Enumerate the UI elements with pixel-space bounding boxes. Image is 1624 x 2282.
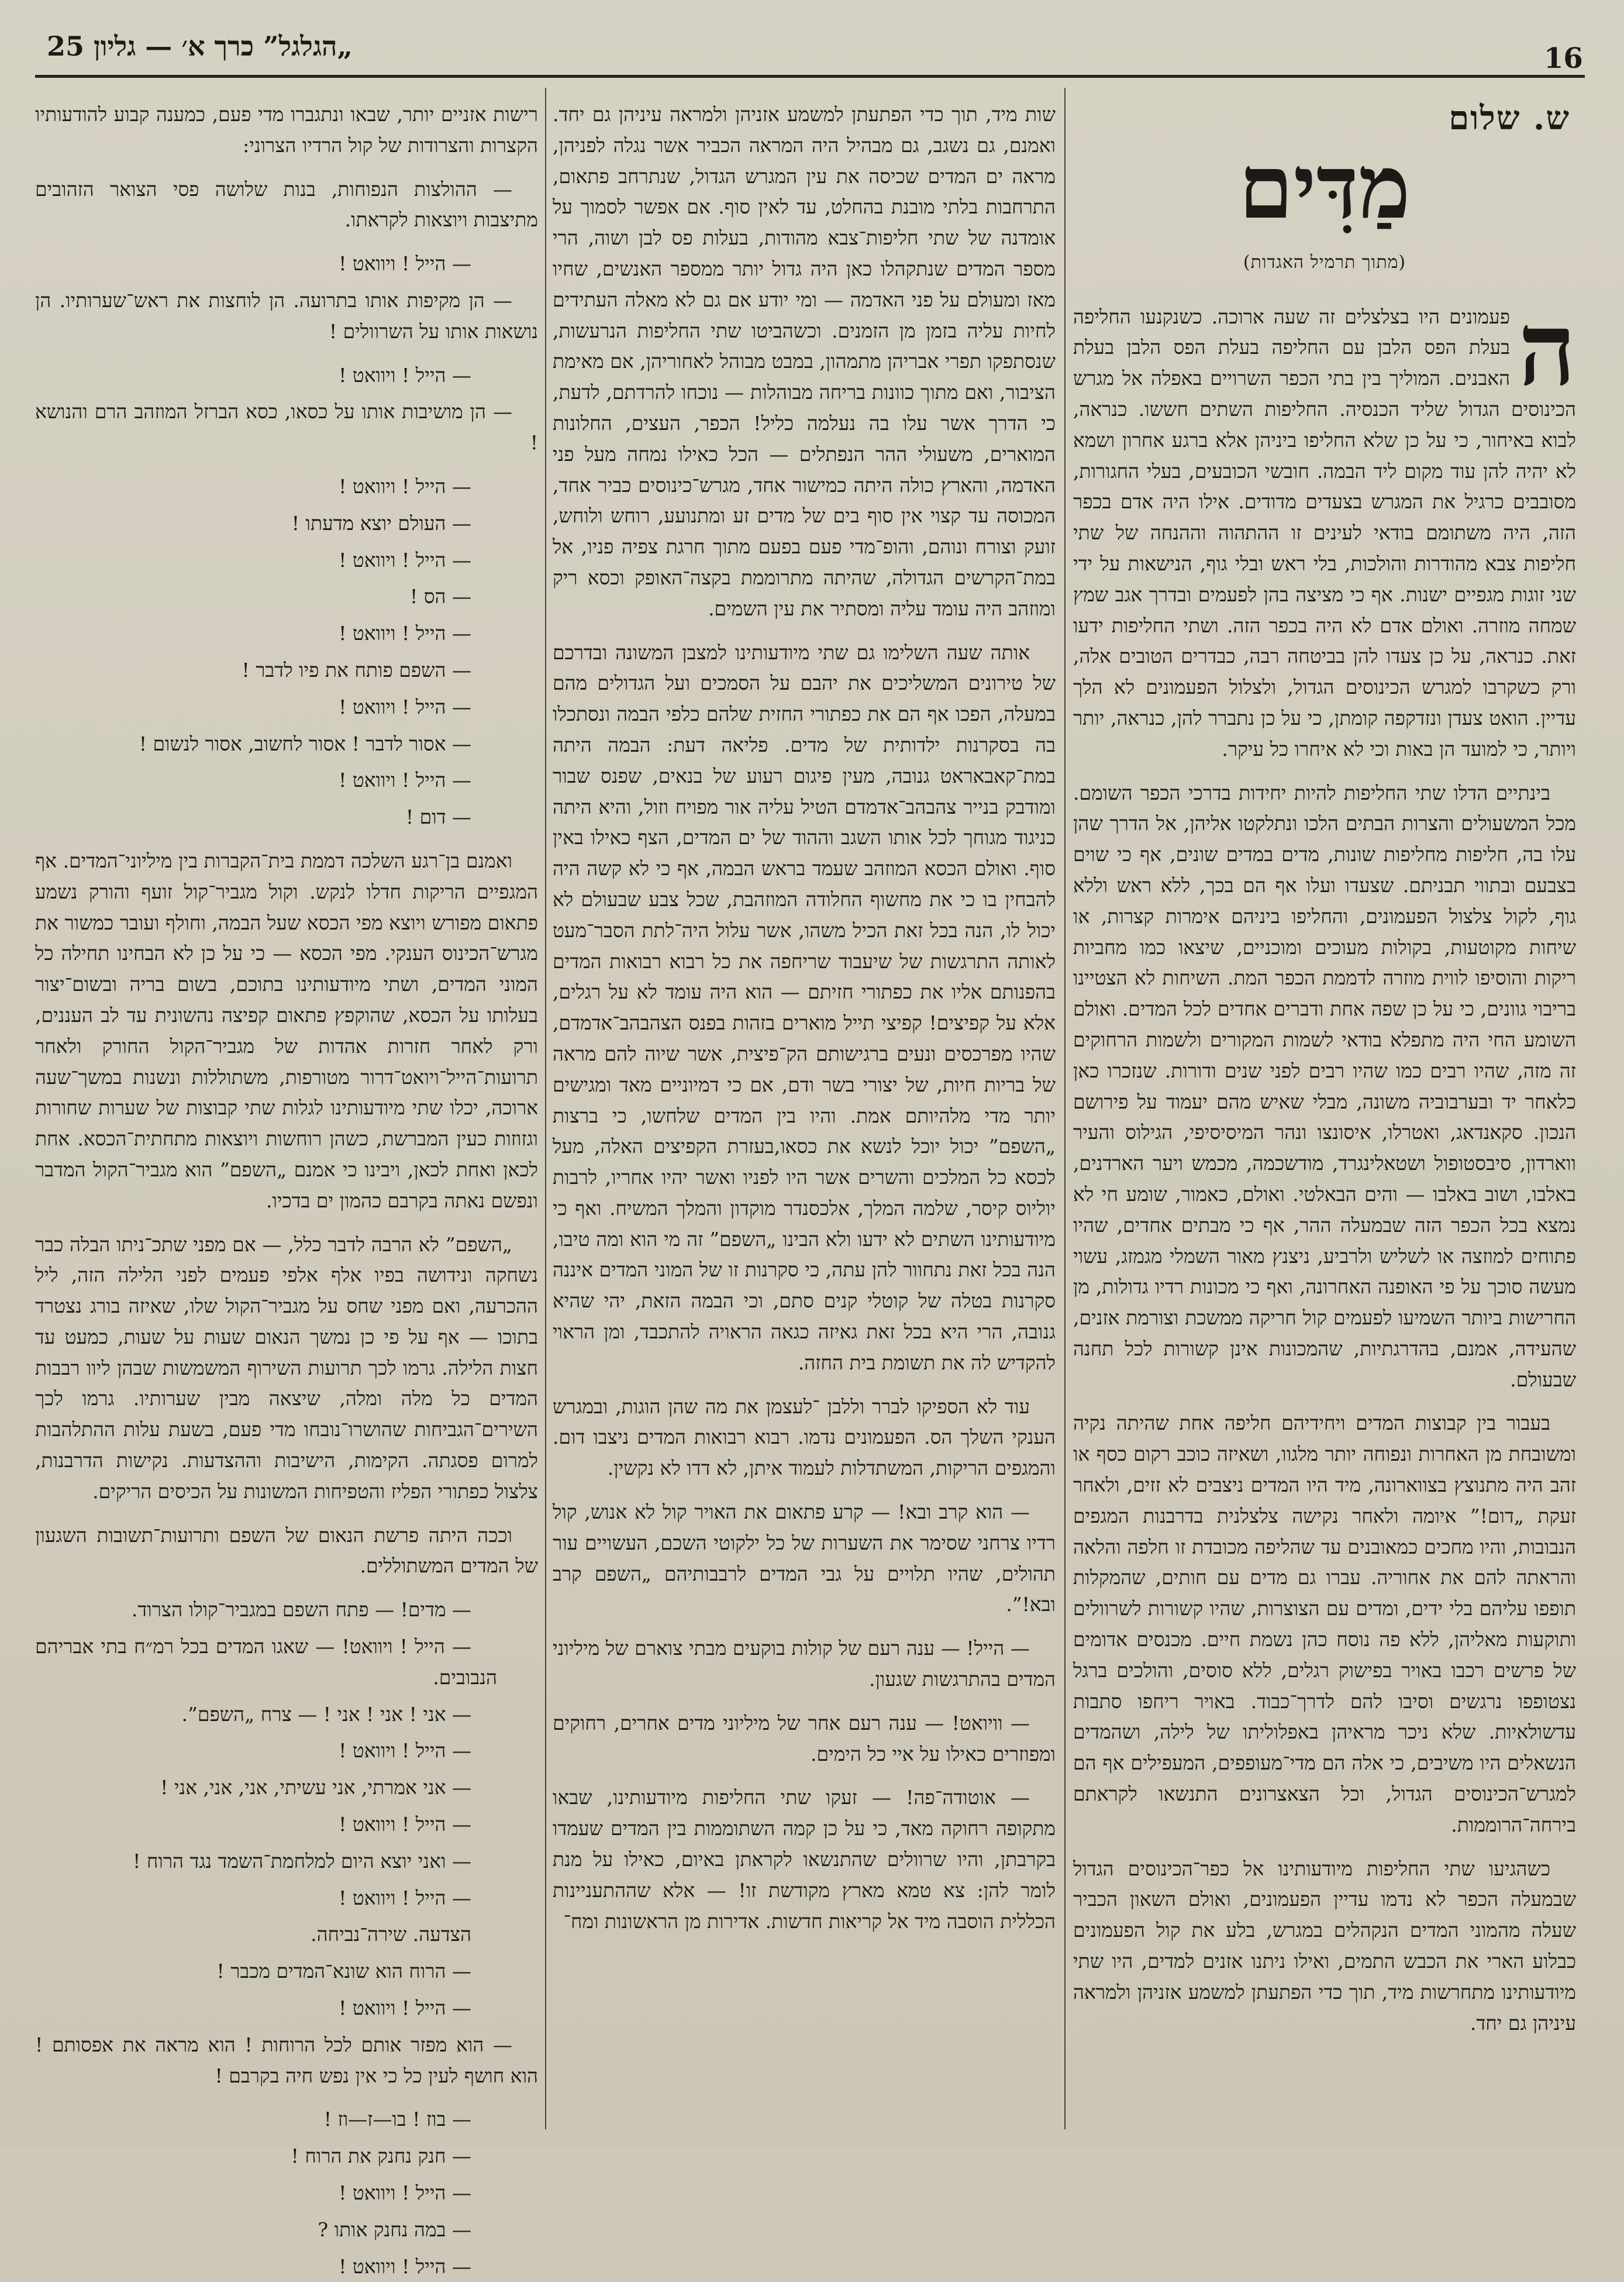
dialogue-line: — ואני יוצא היום למלחמת־השמד נגד הרוח ! <box>133 1849 471 1873</box>
column-divider <box>1064 88 1066 2129</box>
paragraph-text: פעמונים היו בצלצלים זה שעה ארוכה. כשנקנעו החליפה בעלת הפס הלבן עם החליפה בעלת הפס הלבן בעלת האבנים. המוליך בין בתי הכפר השרויים באפלה אל מגרש הכינוסים הגדול שליד הכנסיה. החליפות השתים חששו. כנראה, לבוא באיחור, כי על כן שלא החליפו ביניהן אלא ברגע אחרון ושמא לא יהיה להן עוד מקום ליד הבמה. חובשי הכובעים, בעלי החגורות, מסובבים כרגיל את המגרש בצעדים מדודים. אילו היה אדם בכפר הזה, היה משתומם בודאי לעינים זו ההתהוה וההנחה של שתי חליפות צבא מהודרות והולכות, בלי ראש ובלי גוף, הנישאות על ידי שני זוגות מגפיים ישנות. אף כי מציצה בהן לפעמים ובדרך אגב שמץ שמחה מוזרה. ואולם אדם לא היה בכפר הזה. ושתי החליפות ידעו זאת. כנראה, על כן צעדו להן בביטחה רבה, כבדרים הטובים אלה, ורק כשקרבו למגרש הכינוסים הגדול, ולצלול הפעמונים לא הלך עדיין. הואט צעדן ונזדקפה קומתן, כי על כן נתברר להן, כנראה, יותר ויותר, כי למועד הן באות וכי לא איחרו כל עיקר. <box>1073 305 1576 760</box>
dialogue-line: — חנק נחנק את הרוח ! <box>291 2145 471 2168</box>
column-3 <box>35 99 539 2278</box>
paragraph: שות מיד, תוך כדי הפתעתן למשמע אזניהן ולמראה עיניהן גם יחד. ואמנם, גם נשגב, גם מבהיל היה המראה הכביר אשר נגלה לפניהן, מראה ים המדים שכיסה את עין המגרש הגדול, שנתרחב פתאום, התרחבות בלתי מובנת בהחלט, עד לאין סוף. אם אפשר לסמוך על אומדנה של שתי חליפות־צבא מהודות, בעלות פס לבן ושוה, הרי מספר המדים שנתקהלו כאן היה גדול יותר ממספר האנשים, שחיו מאז ומעולם על פני האדמה — ומי יודע אם גם לא מאלה העתידים לחיות עליה בזמן מן הזמנים. וכשהביטו שתי החליפות הנרעשות, שנסתפקו תפרי אבריהן מתמהון, במבט מבוהל לאחוריהן, אם מאימת הציבור, ואם מתוך כוונות בריחה מבוהלות — נוכחו להרדתם, לדעת, כי הדרך אשר עלו בה נעלמה כליל! הכפר, העצים, החלונות המוארים, משעולי ההר הנפתלים — הכל כאילו נמחה מעל פני האדמה, והארץ כולה היתה כמישור אחד, מגרש־כינוסים כביר אחד, המכוסה עד קצוי אין סוף בים של מדים זע ומתנועע, רוחש ולוחש, זועק וצורח ונוהם, והופ־מדי פעם בפעם מתוך חרגת צפיה פניו, אל במת־הקרשים הגדולה, שהיתה מתרוממת בקצה־האופק וכסא ריק ומוזהב היה עומד עליה ומסתיר את עין השמים. <box>553 103 1056 620</box>
column-1 <box>1073 99 1576 2129</box>
article-title: מַדִּים <box>1239 135 1411 239</box>
header-rule <box>35 75 1585 78</box>
paragraph: — אוטודה־פה! — זעקו שתי החליפות מיודעותינו, שבאו מתקופה רחוקה מאד, כי על כן קמה השתוממות בין המדים שעמדו בקרבתן, והיו שרוולים שהתנשאו לקראתן באיום, כאילו על מנת לומר להן: צא טמא מארץ מקודשת זו! — אלא שההתעניינות הכללית הוסבה מיד אל קריאות חדשות. אדירות מן הראשונות ומח־ <box>553 1786 1056 1933</box>
paragraph: — הייל! — ענה רעם של קולות בוקעים מבתי צוארם של מיליוני המדים בהתרגשות שגעון. <box>553 1637 1056 1691</box>
paragraph: „השפם” לא הרבה לדבר כלל, — אם מפני שתכ־ניתו הבלה כבר נשחקה ונידושה בפיו אלף אלפי פעמים לפני הלילה הזה, ליל ההכרעה, ואם מפני שחס על מגביר־הקול שלו, שאיזה בורג נצטרד בתוכו — אף על פי כן נמשך הנאום שעות על שעות, כמעט עד חצות הלילה. גרמו לכך תרועות השירוף המשמשות שבהן ליוו רבבות המדים כל מלה ומלה, שיצאה מבין שערותיו. גרמו לכך השירים־הגביחות שהושרו־נובחו מדי פעם, בשעת עלות ההתלהבות למרום פסגתה. הקימות, הישיבות וההצדעות. נקישות הדרבנות, צלצול כפתורי הפליז והטפיחות המשונות על הכיסים הריקים. <box>35 1233 538 1503</box>
paragraph: בינתיים הדלו שתי החליפות להיות יחידות בדרכי הכפר השומם. מכל המשעולים והצרות הבתים הלכו ונתלקטו אליהן, אל הדרך שהן עלו בה, חליפות מחליפות שונות, מדים במדים שונים, אף כי שוים בצבעם ובתווי תבניתם. שצעדו ועלו אף הם בכך, ללא ראש וללא גוף, לקול צלצול הפעמונים, והחליפו ביניהם אימרות קצרות, או שיחות מקוטעות, בקולות מעוכים ומוכניים, שיצאו כמו מחביות ריקות והוסיפו לווית מוזרה לדממת הכפר המת. השיחות לא הצטיינו בריבוי גוונים, כי על כן שפה אחת ודברים אחדים לכל המדים. ואולם השומע החי היה מתפלא בודאי לשמות המקורים ולשמות הרחוקים זה מזה, שהיו רבים כמו שהיו רבים לפני שנים ודורות. שנזכרו כאן כלאחר יד ובערבוביה משונה, מבלי שאיש מהם יעמוד על פירושם הנכון. סקאנדאג, ואטרלו, איסונצו ונהר המיסיסיפי, הגילוס והעיר ווארדון, סיבסטופול ושטאלינגרד, מודשכמה, מכמש ויער הארדנים, באלבו, ושוב באלבו — והים הבאלטי. ואולם, כאמור, שומע חי לא נמצא בכל הכפר הזה שבמעלה ההר, אף כי מבתים אחדים, שהיו פתוחים למוזצה או לשליש ולרביע, ניצנץ מאור השמלי מגמזג, עשוי מעשה סוכך על פי האופנה האחרונה, ואף כי מכונות רדיו גדולות, מן החרישות ביותר השמיעו לפעמים קול חריקה ממשכת וצורמת אזנים, שהעידה, אמנם, בהדרגתיות, שהמכונות אינן קשורות לכל תחנה שבעולם. <box>1073 781 1576 1391</box>
dialogue-line: — העולם יוצא מדעתו ! <box>291 511 471 535</box>
dialogue-line: — הייל ! ויוואט ! <box>339 2255 471 2278</box>
paragraph: אותה שעה השלימו גם שתי מיודעותינו למצבן המשונה ובדרכם של טירונים המשליכים את יהבם על הסמכים ועל הגדולים מהם במעלה, הפכו אף הם את כפתורי החזית שלהם כלפי הבמה ונסתכלו בה בסקרנות ילדותית של מדים. פליאה דעת: הבמה היתה במת־קאבאראט גנובה, מעין פיגום רעוע של בנאים, שפנס שבור ומודבק בנייר צהבהב־אדמדם הטיל עליה אור מפויח וזול, והיא היתה כניגוד מגוחך לכל אותו השגב וההוד של ים המדים, הצף כאילו באין סוף. ואולם הכסא המוזהב שעמד בראש הבמה, אף כי לא קשה היה להבחין בו כי את מחשוף החלודה המוזהבת, שכל צבע שבעולם לא יכול לו, הנה בכל זאת הכיל משהו, אשר עלול היה־לתת הסבר־מעט לאותה התרגשות של שיעבוד שריחפה את כל רבוא רבואות המדים בהפנותם אליו את כפתורי חזיתם — הוא היה עומד לא על רגלים, אלא על קפיצים! קפיצי תייל מוארים בזהות בפנס הצהבהב־אדמדם, שהיו מפרכסים ונעים ברגישותם הק־פיצית, אשר שיוה להם מראה של בריות חיות, של יצורי בשר ודם, אם כי דמיוניים מאד ומגישים יותר מדי מלהיותם אמת. והיו בין המדים שלחשו, כי ברצות „השפם” יכול יוכל לנשא את כסאו,בעזרת הקפיצים האלה, מעל לכסא כל המלכים והשרים אשר היו לפניו ואשר יהיו אחריו, לרבות יוליוס קיסר, שלמה המלך, אלכסנדר מוקדון והמלך המשיח. ואף כי מיודעותינו השתים לא ידעו ולא הבינו „השפם” זה מי הוא ומה טיבו, הנה בכל זאת נתחוור להן עתה, כי סקרנות זו של המוני המדים איננה סקרנות בטלה של קוטלי קנים סתם, וכי הבמה הזאת, יהי שהיא גנובה, הרי היא בכל זאת גאיזה כגאה הראויה להתכבד, ומן הראוי להקדיש לה את תשומת בית החזה. <box>553 641 1056 1374</box>
drop-cap: ה <box>1518 289 1576 408</box>
dialogue-line: — בוז ! בו—ז—וז ! <box>323 2108 471 2131</box>
dialogue-line: — הייל ! ויוואט ! <box>339 252 471 276</box>
dialogue-line: — אני אמרתי, אני עשיתי, אני, אני, אני ! <box>160 1776 471 1799</box>
dialogue-line: — במה נחנק אותו ? <box>318 2218 471 2241</box>
dialogue-line: — הרוח הוא שונא־המדים מכבר ! <box>216 1960 471 1983</box>
dialogue-line: — הייל ! ויוואט ! <box>339 548 471 572</box>
page-header <box>0 0 1624 82</box>
dialogue-line: — הייל ! ויוואט ! <box>339 2181 471 2205</box>
paragraph: — הוא מפזר אותם לכל הרוחות ! הוא מראה את אפסותם ! הוא חושף לעין כל כי אין נפש חיה בקרבם ! <box>35 2033 538 2087</box>
dialogue-line: — הייל ! ויוואט ! <box>339 622 471 645</box>
paragraph: — הן מושיבות אותו על כסאו, כסא הברזל המוזהב הרם והנושא ! <box>35 400 538 455</box>
dialogue-line: — דום ! <box>405 806 471 829</box>
author-byline: ש. שלום <box>1449 99 1570 137</box>
dialogue-line: הצדעה. שירה־נביחה. <box>311 1923 471 1946</box>
dialogue-line: — הייל ! ויוואט ! <box>339 695 471 718</box>
paragraph: וככה היתה פרשת הנאום של השפם ותרועות־תשובות השגעון של המדים המשתוללים. <box>35 1523 538 1578</box>
paragraph: — ההולצות הנפוחות, בנות שלושה פסי הצואר הזהובים מתיצבות ויוצאות לקראתו. <box>35 177 538 232</box>
dialogue-line: — הייל ! ויוואט ! <box>339 363 471 387</box>
paragraph: רישות אזניים יותר, שבאו ונתגברו מדי פעם, כמענה קבוע להודעותיו הקצרות והצרודות של קול הרדיו הצרוני: <box>35 103 538 157</box>
column-divider <box>545 88 546 2129</box>
paragraph: בעבור בין קבוצות המדים ויחידיהם חליפה אחת שהיתה נקיה ומשובחת מן האחרות ונפוחה יותר מלגוו, ושאיזה כוכב רקום כסף או זהב היה מתנוצץ בצווארונה, מיד היו המדים ניצבים לא זזים, ולאחר זעקת „דום!” איומה ולאחר נקישה צלצלנית בדרבנות המגפים הנבובות, והיו מחכים כמאובנים עד שהליפה מכובדת זו חלפה והלאה והראתה להם את אחוריה. עברו גם מדים עם חותים, שהמקלות תופפו עליהם בלי ידים, ומדים עם הצוצרות, שהיו קשורות לשרוולים ותוקעות מאליהן, ללא פה נוסח כהן נשמת חיים. מכנסים אדומים של פרשים רכבו באויר בפישוק רגלים, ללא סוסים, והולכים ברגל נצטופפו נרגשים וסיבו להם לדרך־כבוד. באויר ריחפו סתבות עדשולאיות. שלא ניכר מראיהן באפלוליתו של לילה, ושהמדים הנשאלים היו משיבים, כי אלה הם מדי־מעופפים, המעפילים אף הם למגרש־הכינוסים הגדול, וכל הצאצרונים התנשאו לקראתם בירחה־הרוממות. <box>1073 1412 1576 1836</box>
dialogue-line: — הייל ! ויוואט ! <box>339 1813 471 1836</box>
dialogue-line: — אני ! אני ! אני ! — צרח „השפם”. <box>181 1702 471 1726</box>
paragraph: עוד לא הספיקו לברר וללבן ־לעצמן את מה שהן הוגות, ובמגרש הענקי השלך הס. הפעמונים נדמו. רבוא רבואות המדים ניצבו דום. והמגפים הריקות, המשתדלות לעמוד איתן, לא דדו לא נקשין. <box>553 1395 1056 1480</box>
dialogue-line: — אסור לדבר ! אסור לחשוב, אסור לנשום ! <box>139 732 471 755</box>
dialogue-line: — הייל ! ויוואט ! <box>339 769 471 792</box>
dialogue-line: — הס ! <box>410 585 471 608</box>
dialogue-line: — הייל ! ויוואט ! <box>339 1886 471 1909</box>
paragraph <box>1073 289 1576 765</box>
paragraph: כשהגיעו שתי החליפות מיודעותינו אל כפר־הכינוסים הגדול שבמעלה הכפר לא נדמו עדיין הפעמונים, ואולם השאון הכביר שעלה מהמוני המדים הנקהלים במגרש, בלע את קול הפעמונים כבלוע הארי את הכבש התמים, ואילו ניתנו אזנים למדים, היו שתי מיודעותינו מתחרשות מיד, תוך כדי הפתעתן למשמע אזניהן ולמראה עיניהן גם יחד. <box>1073 1857 1576 2035</box>
article-subtitle: (מתוך תרמיל האגדות) <box>1243 252 1406 273</box>
dialogue-line: — הייל ! ויוואט ! <box>339 474 471 498</box>
dialogue-line: — השפם פותח את פיו לדבר ! <box>242 658 471 681</box>
paragraph: ואמנם בן־רגע השלכה דממת בית־הקברות בין מיליוני־המדים. אף המגפיים הריקות חדלו לנקש. וקול מגביר־קול זועף והורק נשמע פתאום מפורש ויוצא מפי הכסא שעל הבמה, וחולף ועובר כמשור את מגרש־הכינוס הענקי. מפי הכסא — כי על כן לא הבחינו תחילה כל המוני המדים, ושתי מיודעותינו בתוכם, בשום בריה ובשום־יצור בעלותו על הכסא, שהוקפץ פתאום קפיצה נהשונית עד לב העננים, ורק לאחר חזרות אהדות של מגביר־הקול החורק ולאחר תרועות־הייל־ויואט־דרור מטורפות, משתוללות ונשנות במשך־שעה ארוכה, יכלו שתי מיודעותינו לגלות שתי קבוצות של שערות שחורות וגזוזות כעין המברשת, כשהן רוחשות ויוצאות מתחתית־הכסא. אחת לכאן ואחת לכאן, ויבינו כי אמנם „השפם” הוא מגביר־הקול המדבר ונפשם נאתה בקרבם כהמון ים בדכיו. <box>35 849 539 1212</box>
dialogue-line: — הייל ! ויוואט ! <box>339 1997 471 2020</box>
page-number: 16 <box>1544 42 1583 75</box>
dialogue-line: — הייל ! ויוואט! — שאגו המדים בכל רמ״ח בתי אבריהם הנבובים. <box>35 1635 497 1689</box>
paragraph: — הוא קרב ובא! — קרע פתאום את האויר קול לא אנוש, קול רדיו צרחני שסימר את השערות של כל ילקוטי השכם, העשויים עור תהולים, שהיו תלויים על גבי המדים לרבבותיהם „השפם קרב ובא!”. <box>553 1500 1056 1616</box>
paragraph: — וויואט! — ענה רעם אחר של מיליוני מדים אחרים, רחוקים ומפוזרים כאילו על איי כל הימים. <box>553 1711 1056 1765</box>
paragraph: — הן מקיפות אותו בתרועה. הן לוחצות את ראש־שערותיו. הן נושאות אותו על השרוולים ! <box>35 288 538 343</box>
column-2 <box>553 99 1056 2129</box>
dialogue-line: — מדים! — פתח השפם במגביר־קולו הצרוד. <box>131 1598 471 1622</box>
running-head: „הגלגל” כרך א׳ — גליון 25 <box>47 30 353 62</box>
dialogue-line: — הייל ! ויוואט ! <box>339 1739 471 1763</box>
